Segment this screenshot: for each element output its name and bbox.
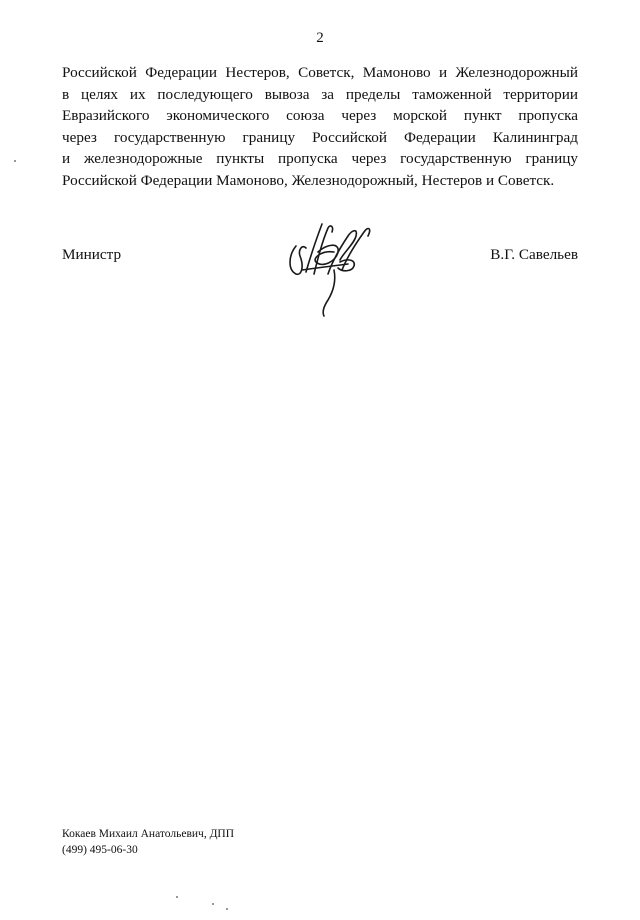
handwritten-signature <box>282 212 382 322</box>
scan-speck <box>212 903 214 905</box>
body-line: и железнодорожные пункты пропуска через государственную границу <box>62 150 578 167</box>
scan-speck <box>176 896 178 898</box>
body-line: в целях их последующего вывоза за пределы таможенной территории <box>62 85 578 103</box>
executor-name: Кокаев Михаил Анатольевич, ДПП <box>62 828 235 840</box>
signatory-name: В.Г. Савельев <box>490 246 578 263</box>
body-line: через государственную границу Российской Федерации Калининград <box>62 128 578 146</box>
body-line: Российской Федерации Мамоново, Железнодорожный, Нестеров и Советск. <box>62 171 555 189</box>
scan-speck <box>226 908 228 910</box>
signatory-title: Министр <box>62 246 122 263</box>
executor-phone: (499) 495-06-30 <box>62 844 138 856</box>
executor-info <box>62 826 234 858</box>
scan-speck <box>14 160 16 162</box>
page-number: 2 <box>316 30 324 46</box>
body-paragraph <box>62 62 578 191</box>
body-line: Евразийского экономического союза через морской пункт пропуска <box>62 107 578 124</box>
body-line: Российской Федерации Нестеров, Советск, Мамоново и Железнодорожный <box>62 64 578 81</box>
